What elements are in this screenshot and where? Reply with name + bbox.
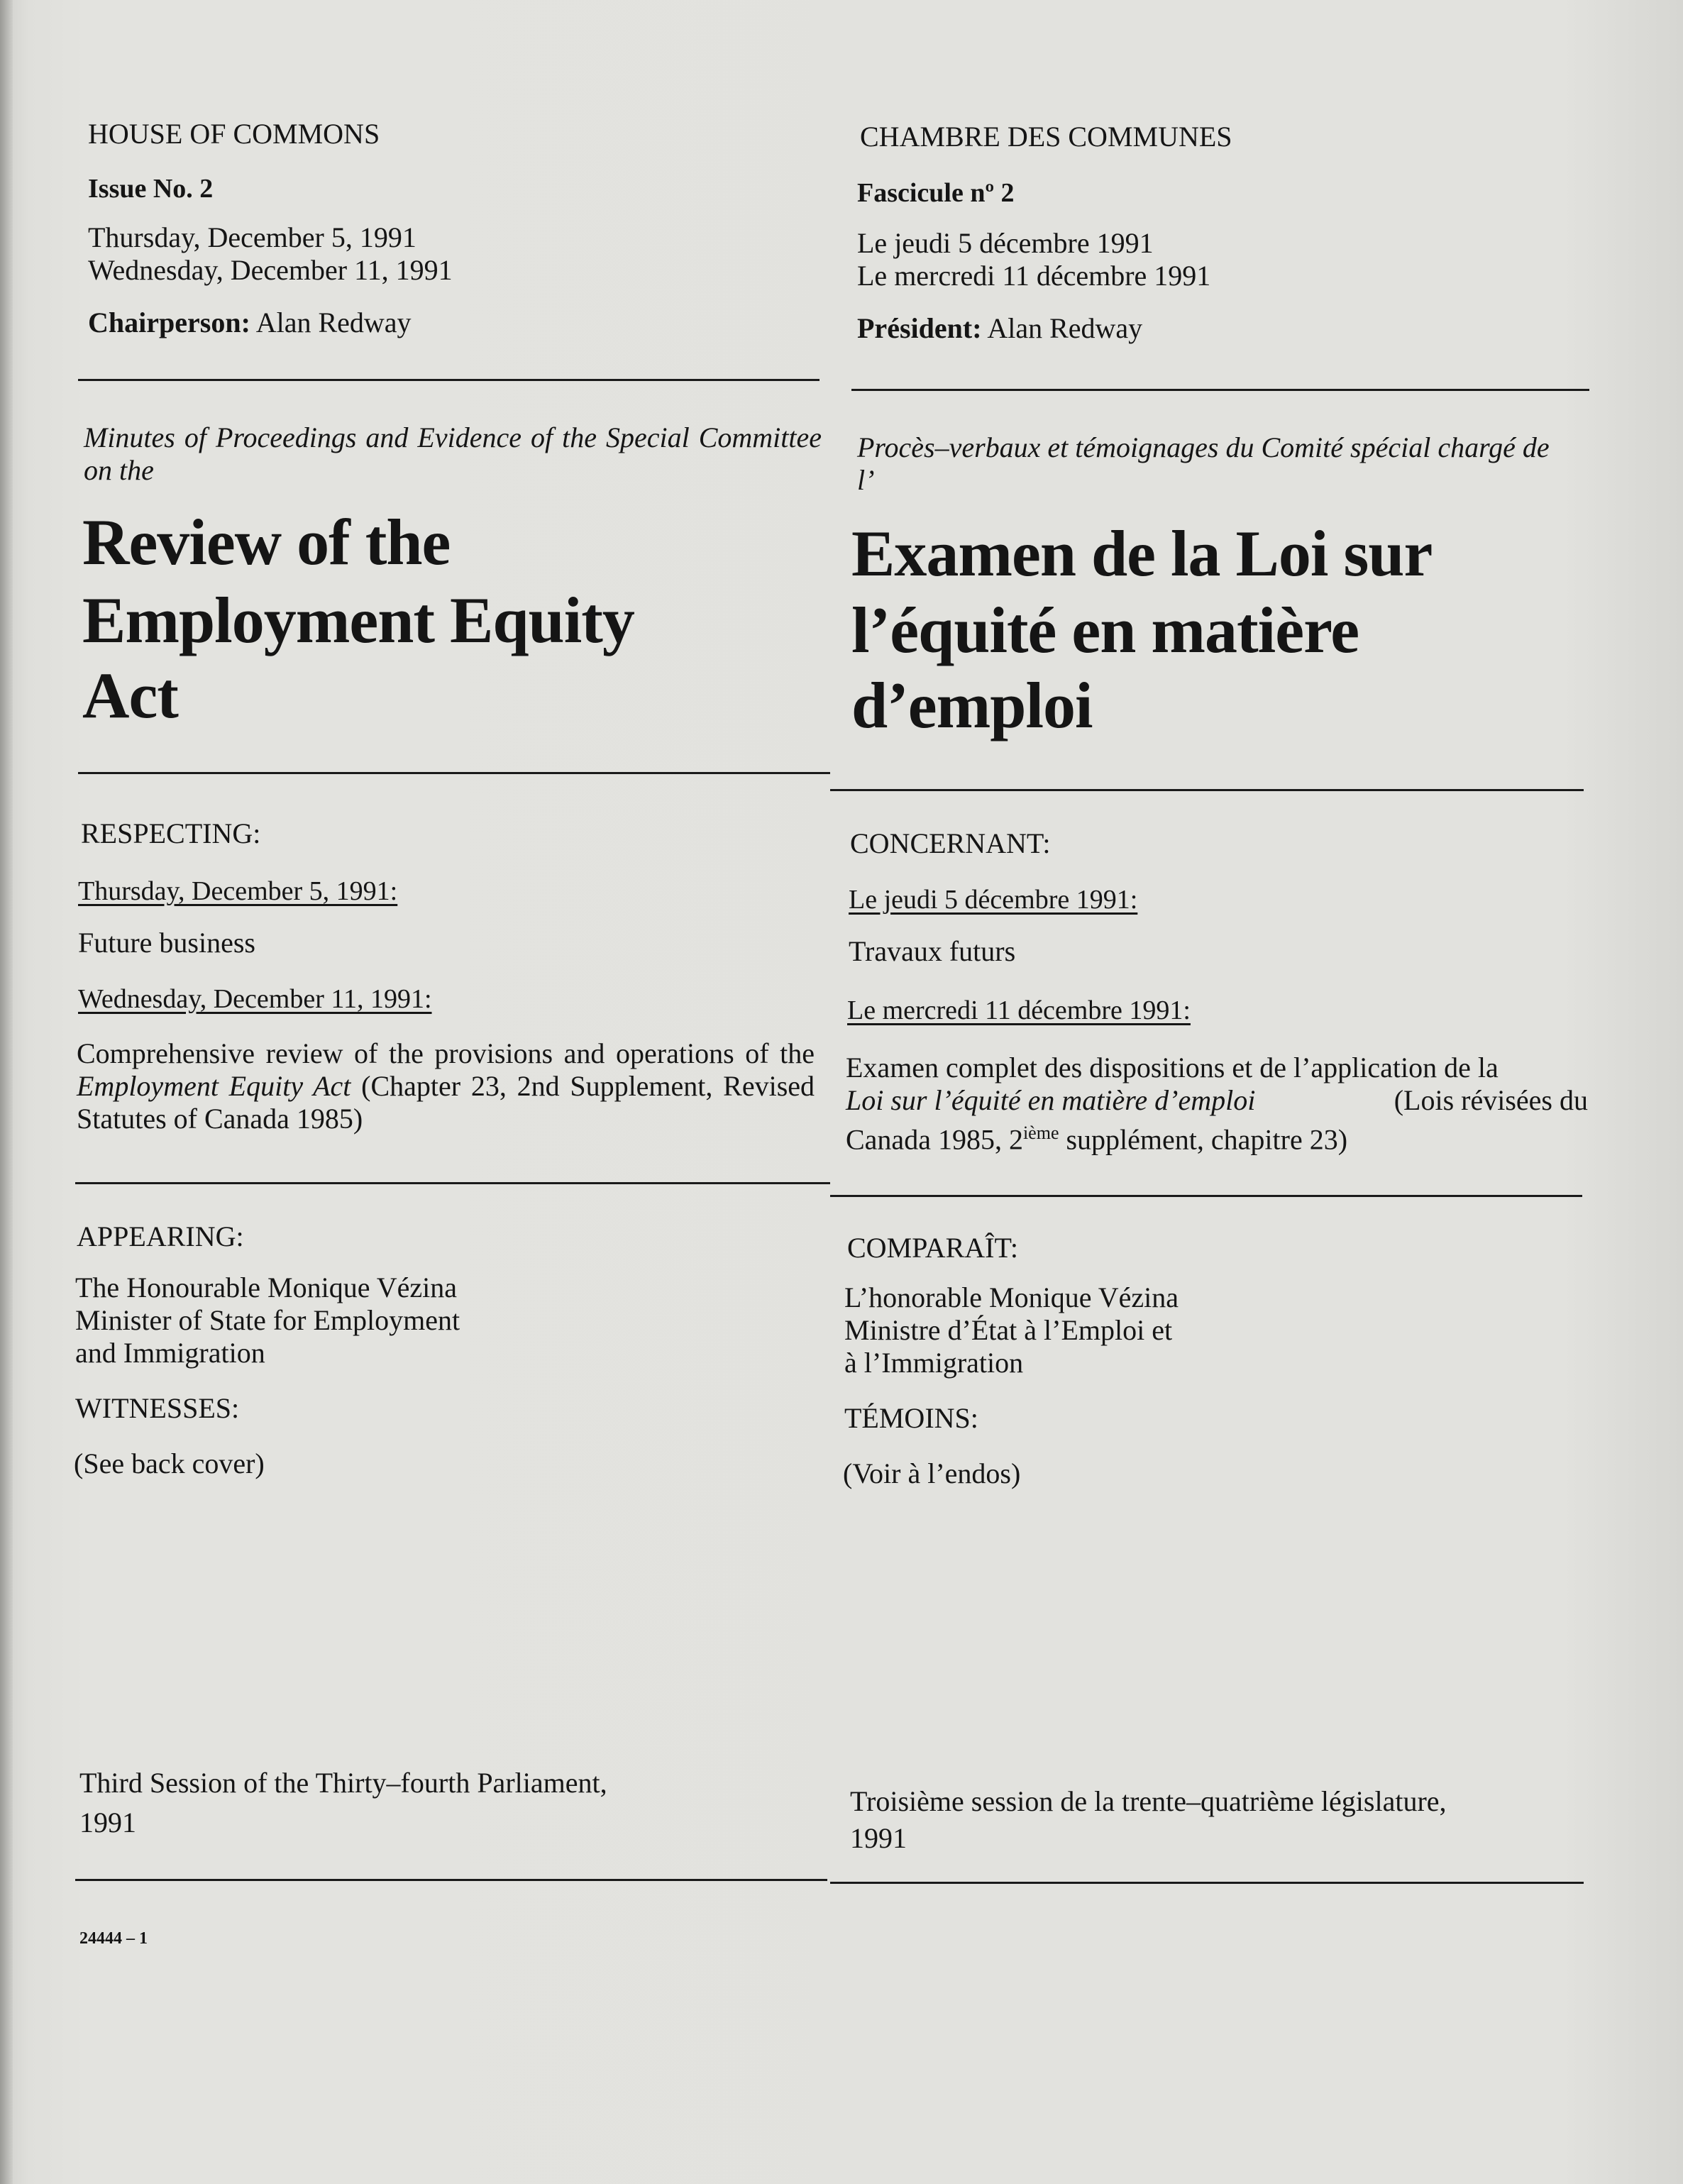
comparait-line2: Ministre d’État à l’Emploi et (844, 1314, 1173, 1346)
issue-number-fr: Fascicule nº 2 (857, 178, 1015, 208)
president-name-fr: Alan Redway (987, 312, 1143, 344)
session-line1-en: Third Session of the Thirty–fourth Parliament, (79, 1767, 607, 1799)
minutes-intro-en: Minutes of Proceedings and Evidence of the Special Committee on the (84, 421, 822, 486)
divider-bottom-right (830, 1882, 1584, 1884)
witnesses-heading: WITNESSES: (75, 1392, 240, 1424)
item1-text-en: Future business (78, 927, 255, 959)
item2-text-a-en: Comprehensive review of the provisions and operations of the (77, 1037, 815, 1069)
minutes-intro-fr-line2: l’ (857, 464, 875, 496)
session-line2-en: 1991 (79, 1807, 136, 1838)
title-line2-en: Employment Equity (82, 584, 634, 656)
date-1-fr: Le jeudi 5 décembre 1991 (857, 227, 1154, 259)
date-2-en: Wednesday, December 11, 1991 (88, 254, 453, 286)
title-line2-fr: l’équité en matière (851, 594, 1359, 666)
divider-top-left (78, 379, 820, 381)
divider-mid-right (830, 789, 1584, 791)
item2-line2-fr (846, 1084, 1588, 1117)
witnesses-note: (See back cover) (74, 1447, 265, 1479)
item2-act-name-en: Employment Equity Act (77, 1070, 351, 1102)
temoins-note: (Voir à l’endos) (843, 1457, 1021, 1489)
issue-number-en: Issue No. 2 (88, 174, 214, 204)
appearing-line3: and Immigration (75, 1337, 265, 1369)
item2-line3-fr (846, 1117, 1347, 1156)
appearing-line1: The Honourable Monique Vézina (75, 1272, 457, 1303)
respecting-heading: RESPECTING: (81, 817, 261, 849)
binding-edge (0, 0, 13, 2184)
chairperson-label-en: Chairperson: (88, 307, 250, 338)
minutes-intro-fr-line1: Procès–verbaux et témoignages du Comité spécial chargé de (857, 431, 1550, 463)
divider-lower-right (830, 1195, 1582, 1197)
institution-en: HOUSE OF COMMONS (88, 118, 380, 150)
item2-line1-fr: Examen complet des dispositions et de l’application de la (846, 1052, 1499, 1083)
item2-date-fr: Le mercredi 11 décembre 1991: (847, 996, 1191, 1025)
concernant-heading: CONCERNANT: (850, 827, 1051, 859)
item2-text-en (77, 1037, 815, 1135)
session-line2-fr: 1991 (850, 1822, 907, 1854)
item1-date-en: Thursday, December 5, 1991: (78, 876, 398, 906)
item2-date-en: Wednesday, December 11, 1991: (78, 984, 432, 1014)
divider-top-right (851, 389, 1589, 391)
title-line1-fr: Examen de la Loi sur (851, 517, 1433, 590)
session-line1-fr: Troisième session de la trente–quatrième législature, (850, 1785, 1447, 1817)
title-line1-en: Review of the (82, 506, 451, 578)
institution-fr: CHAMBRE DES COMMUNES (860, 121, 1232, 153)
divider-lower-left (75, 1182, 830, 1184)
divider-mid-left (78, 772, 830, 774)
appearing-heading: APPEARING: (77, 1220, 244, 1252)
divider-bottom-left (75, 1879, 827, 1881)
item2-line3-a-fr: Canada 1985, 2 (846, 1123, 1023, 1156)
temoins-heading: TÉMOINS: (844, 1402, 978, 1434)
president-label-fr: Président: (857, 312, 982, 344)
chairperson-name-en: Alan Redway (255, 307, 412, 338)
title-line3-en: Act (82, 659, 178, 732)
item2-line3-sup-fr: ième (1022, 1123, 1059, 1143)
print-code: 24444 – 1 (79, 1929, 148, 1948)
title-line3-fr: d’emploi (851, 669, 1093, 741)
comparait-heading: COMPARAÎT: (847, 1232, 1019, 1264)
item2-text-b-en: (Chapter 23, 2nd Supplement, Revised Statutes of Canada 1985) (77, 1070, 815, 1135)
item2-line3-b-fr: supplément, chapitre 23) (1066, 1123, 1348, 1156)
president-fr (857, 312, 1142, 345)
item2-act-name-fr: Loi sur l’équité en matière d’emploi (846, 1084, 1256, 1116)
item2-line2-rest-fr: (Lois révisées du (1394, 1084, 1588, 1116)
comparait-line3: à l’Immigration (844, 1347, 1024, 1379)
date-2-fr: Le mercredi 11 décembre 1991 (857, 260, 1211, 292)
appearing-line2: Minister of State for Employment (75, 1304, 460, 1336)
comparait-line1: L’honorable Monique Vézina (844, 1281, 1179, 1313)
item1-date-fr: Le jeudi 5 décembre 1991: (849, 885, 1138, 915)
date-1-en: Thursday, December 5, 1991 (88, 221, 416, 253)
item1-text-fr: Travaux futurs (849, 935, 1016, 967)
chairperson-en (88, 307, 412, 339)
